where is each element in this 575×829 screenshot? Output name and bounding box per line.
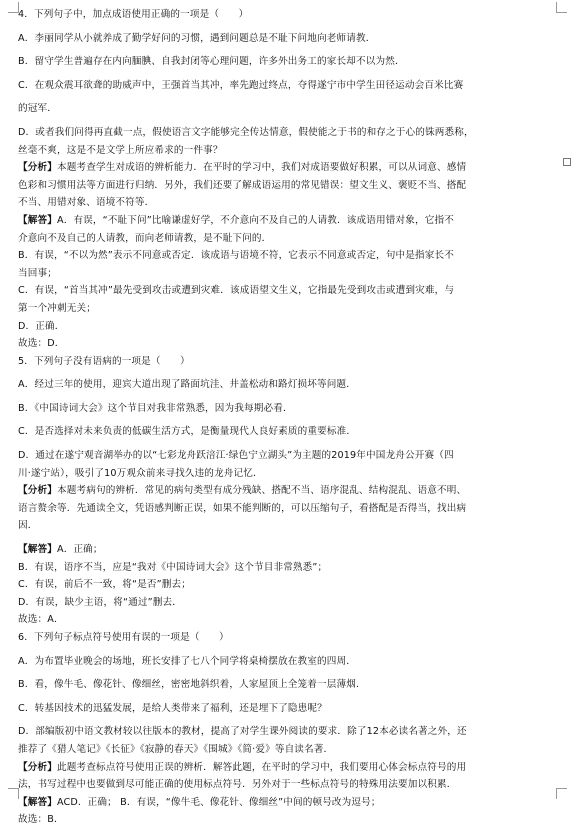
line-text: 法，书写过程中也要做到尽可能正确的使用标点符号．另外对于一些标点符号的特殊用法要加以积累．: [18, 779, 457, 791]
line-text: 当回事；: [18, 267, 57, 279]
line-text: 故选：A．: [18, 614, 64, 626]
line-text: ACD．正确； B．有误，“像牛毛、像花针、像细丝”中间的顿号改为逗号；: [56, 796, 381, 808]
text-line: [18, 400, 558, 418]
text-line: [18, 447, 558, 465]
section-label: 【解答】: [18, 544, 57, 556]
line-text: A．正确；: [56, 544, 103, 556]
text-line: [18, 541, 558, 559]
text-line: [18, 53, 558, 71]
section-label: 【分析】: [18, 162, 57, 174]
text-line: [18, 6, 558, 24]
text-line: [18, 811, 558, 829]
line-text: C．转基因技术的迅猛发展，是给人类带来了福利，还是埋下了隐患呢？: [18, 702, 327, 714]
text-line: [18, 212, 558, 230]
line-text: 介意向不及自己的人请教，而向老师请教，是不耻下问的．: [18, 232, 272, 244]
line-text: 川·遂宁站），吸引了10万观众前来寻找久违的龙舟记忆．: [18, 467, 263, 479]
text-line: [18, 776, 558, 794]
text-line: [18, 376, 558, 394]
small-square-marker-icon: [563, 158, 571, 166]
text-line: [18, 247, 558, 265]
section-label: 【解答】: [18, 796, 57, 808]
line-text: 丝毫不爽，这是不是文学上所应希求的一件事？: [18, 144, 223, 156]
text-line: [18, 318, 558, 336]
text-line: [18, 177, 558, 195]
line-text: 不当、用错对象、语境不符等．: [18, 197, 155, 209]
line-text: 本题考病句的辨析．常见的病句类型有成分残缺、搭配不当、语序混乱、结构混乱、语意不明、: [56, 485, 467, 497]
line-text: C．有误，前后不一致，将“是否”删去；: [18, 579, 191, 591]
line-text: A．经过三年的使用，迎宾大道出现了路面坑洼、井盖松动和路灯损坏等问题．: [18, 379, 356, 391]
line-text: B．有误，“不以为然”表示不同意或否定．该成语与语境不符，它表示不同意或否定，句中是指家长不: [18, 250, 454, 262]
line-text: A．为布置毕业晚会的场地，班长安排了七八个同学将桌椅摆放在教室的四周．: [18, 655, 356, 667]
line-text: C．在观众震耳欲聋的助威声中，王强首当其冲，率先跑过终点，夺得遂宁市中学生田径运动会百米比赛: [18, 79, 464, 91]
text-line: [18, 335, 558, 353]
text-line: [18, 423, 558, 441]
line-text: C．是否选择对未来负责的低碳生活方式，是衡量现代人良好素质的重要标准．: [18, 426, 357, 438]
text-line: [18, 500, 558, 518]
line-text: 5．下列句子没有语病的一项是（ ）: [18, 355, 190, 367]
text-line: [18, 700, 558, 718]
section-label: 【分析】: [18, 761, 57, 773]
text-line: [18, 142, 558, 160]
text-line: [18, 629, 558, 647]
section-label: 【解答】: [18, 214, 57, 226]
text-line: [18, 482, 558, 500]
text-line: [18, 653, 558, 671]
text-line: [18, 741, 558, 759]
section-label: 【分析】: [18, 485, 57, 497]
line-text: B．《中国诗词大会》这个节目对我非常熟悉，因为我每期必看．: [18, 402, 293, 414]
line-text: 因．: [18, 520, 38, 532]
text-line: [18, 265, 558, 283]
line-text: D．部编版初中语文教材较以往版本的教材，提高了对学生课外阅读的要求．除了12本必读名著之外，还: [18, 726, 467, 738]
text-line: [18, 517, 558, 535]
line-text: B．看，像牛毛、像花针、像细丝，密密地斜织着，人家屋顶上全笼着一层薄烟．: [18, 679, 366, 691]
text-line: [18, 794, 558, 812]
line-text: 4．下列句子中，加点成语使用正确的一项是（ ）: [18, 9, 249, 20]
line-text: 的冠军．: [18, 103, 57, 115]
text-line: [18, 759, 558, 777]
text-line: [18, 30, 558, 48]
line-text: 第一个冲刺无关；: [18, 302, 96, 314]
text-line: [18, 353, 558, 371]
line-text: 此题考查标点符号使用正误的辨析．解答此题，在平时的学习中，我们要用心体会标点符号的用: [56, 761, 467, 773]
text-line: [18, 124, 558, 142]
line-text: D．通过在遂宁观音湖举办的以“七彩龙舟跃涪江·绿色宁立湖头”为主题的2019年中国龙舟公开赛（四: [18, 450, 454, 462]
line-text: 本题考查学生对成语的辨析能力．在平时的学习中，我们对成语要做好积累，可以从词意、感情: [56, 162, 467, 174]
line-text: 推荐了《猎人笔记》《长征》《寂静的春天》《围城》《简·爱》等自读名著．: [18, 743, 334, 755]
text-line: [18, 77, 558, 95]
text-line: [18, 559, 558, 577]
text-line: [18, 611, 558, 629]
line-text: B．有误，语序不当，应是“我对《中国诗词大会》这个节目非常熟悉”；: [18, 561, 328, 573]
line-text: D．正确．: [18, 320, 65, 332]
text-line: [18, 159, 558, 177]
text-line: [18, 194, 558, 212]
line-text: 色彩和习惯用法等方面进行归纳．另外，我们还要了解成语运用的常见错误：望文生义、褒贬不当、搭配: [18, 179, 467, 191]
line-text: C．有误，“首当其冲”最先受到攻击或遭到灾难．该成语望文生义，它指最先受到攻击或遭到灾难，与: [18, 285, 455, 297]
document-body: [18, 6, 558, 829]
line-text: D．或者我们问得再直截一点，假使语言文字能够完全传达情意，假使能之于书的和存之于心的铢两悉称，: [18, 126, 474, 138]
text-line: [18, 100, 558, 118]
text-line: [18, 576, 558, 594]
text-line: [18, 723, 558, 741]
line-text: A．有误，“不耻下问”比喻谦虚好学，不介意向不及自己的人请教．该成语用错对象，它指不: [56, 214, 454, 226]
line-text: B．留守学生普遍存在内向腼腆、自我封闭等心理问题，许多外出务工的家长却不以为然．: [18, 56, 405, 68]
line-text: 故选：D．: [18, 338, 65, 350]
text-line: [18, 300, 558, 318]
line-text: 6．下列句子标点符号使用有误的一项是（ ）: [18, 632, 229, 643]
text-line: [18, 676, 558, 694]
line-text: 故选：B．: [18, 814, 64, 826]
line-text: 语言赘余等．先通读全文，凭语感判断正误，如果不能判断的，可以压缩句子，看搭配是否得当，找出病: [18, 502, 467, 514]
line-text: D．有误，缺少主语，将“通过”删去．: [18, 596, 182, 608]
line-text: A．李丽同学从小就养成了勤学好问的习惯，遇到问题总是不耻下问地向老师请教．: [18, 32, 376, 44]
text-line: [18, 465, 558, 483]
text-line: [18, 230, 558, 248]
text-line: [18, 282, 558, 300]
text-line: [18, 594, 558, 612]
